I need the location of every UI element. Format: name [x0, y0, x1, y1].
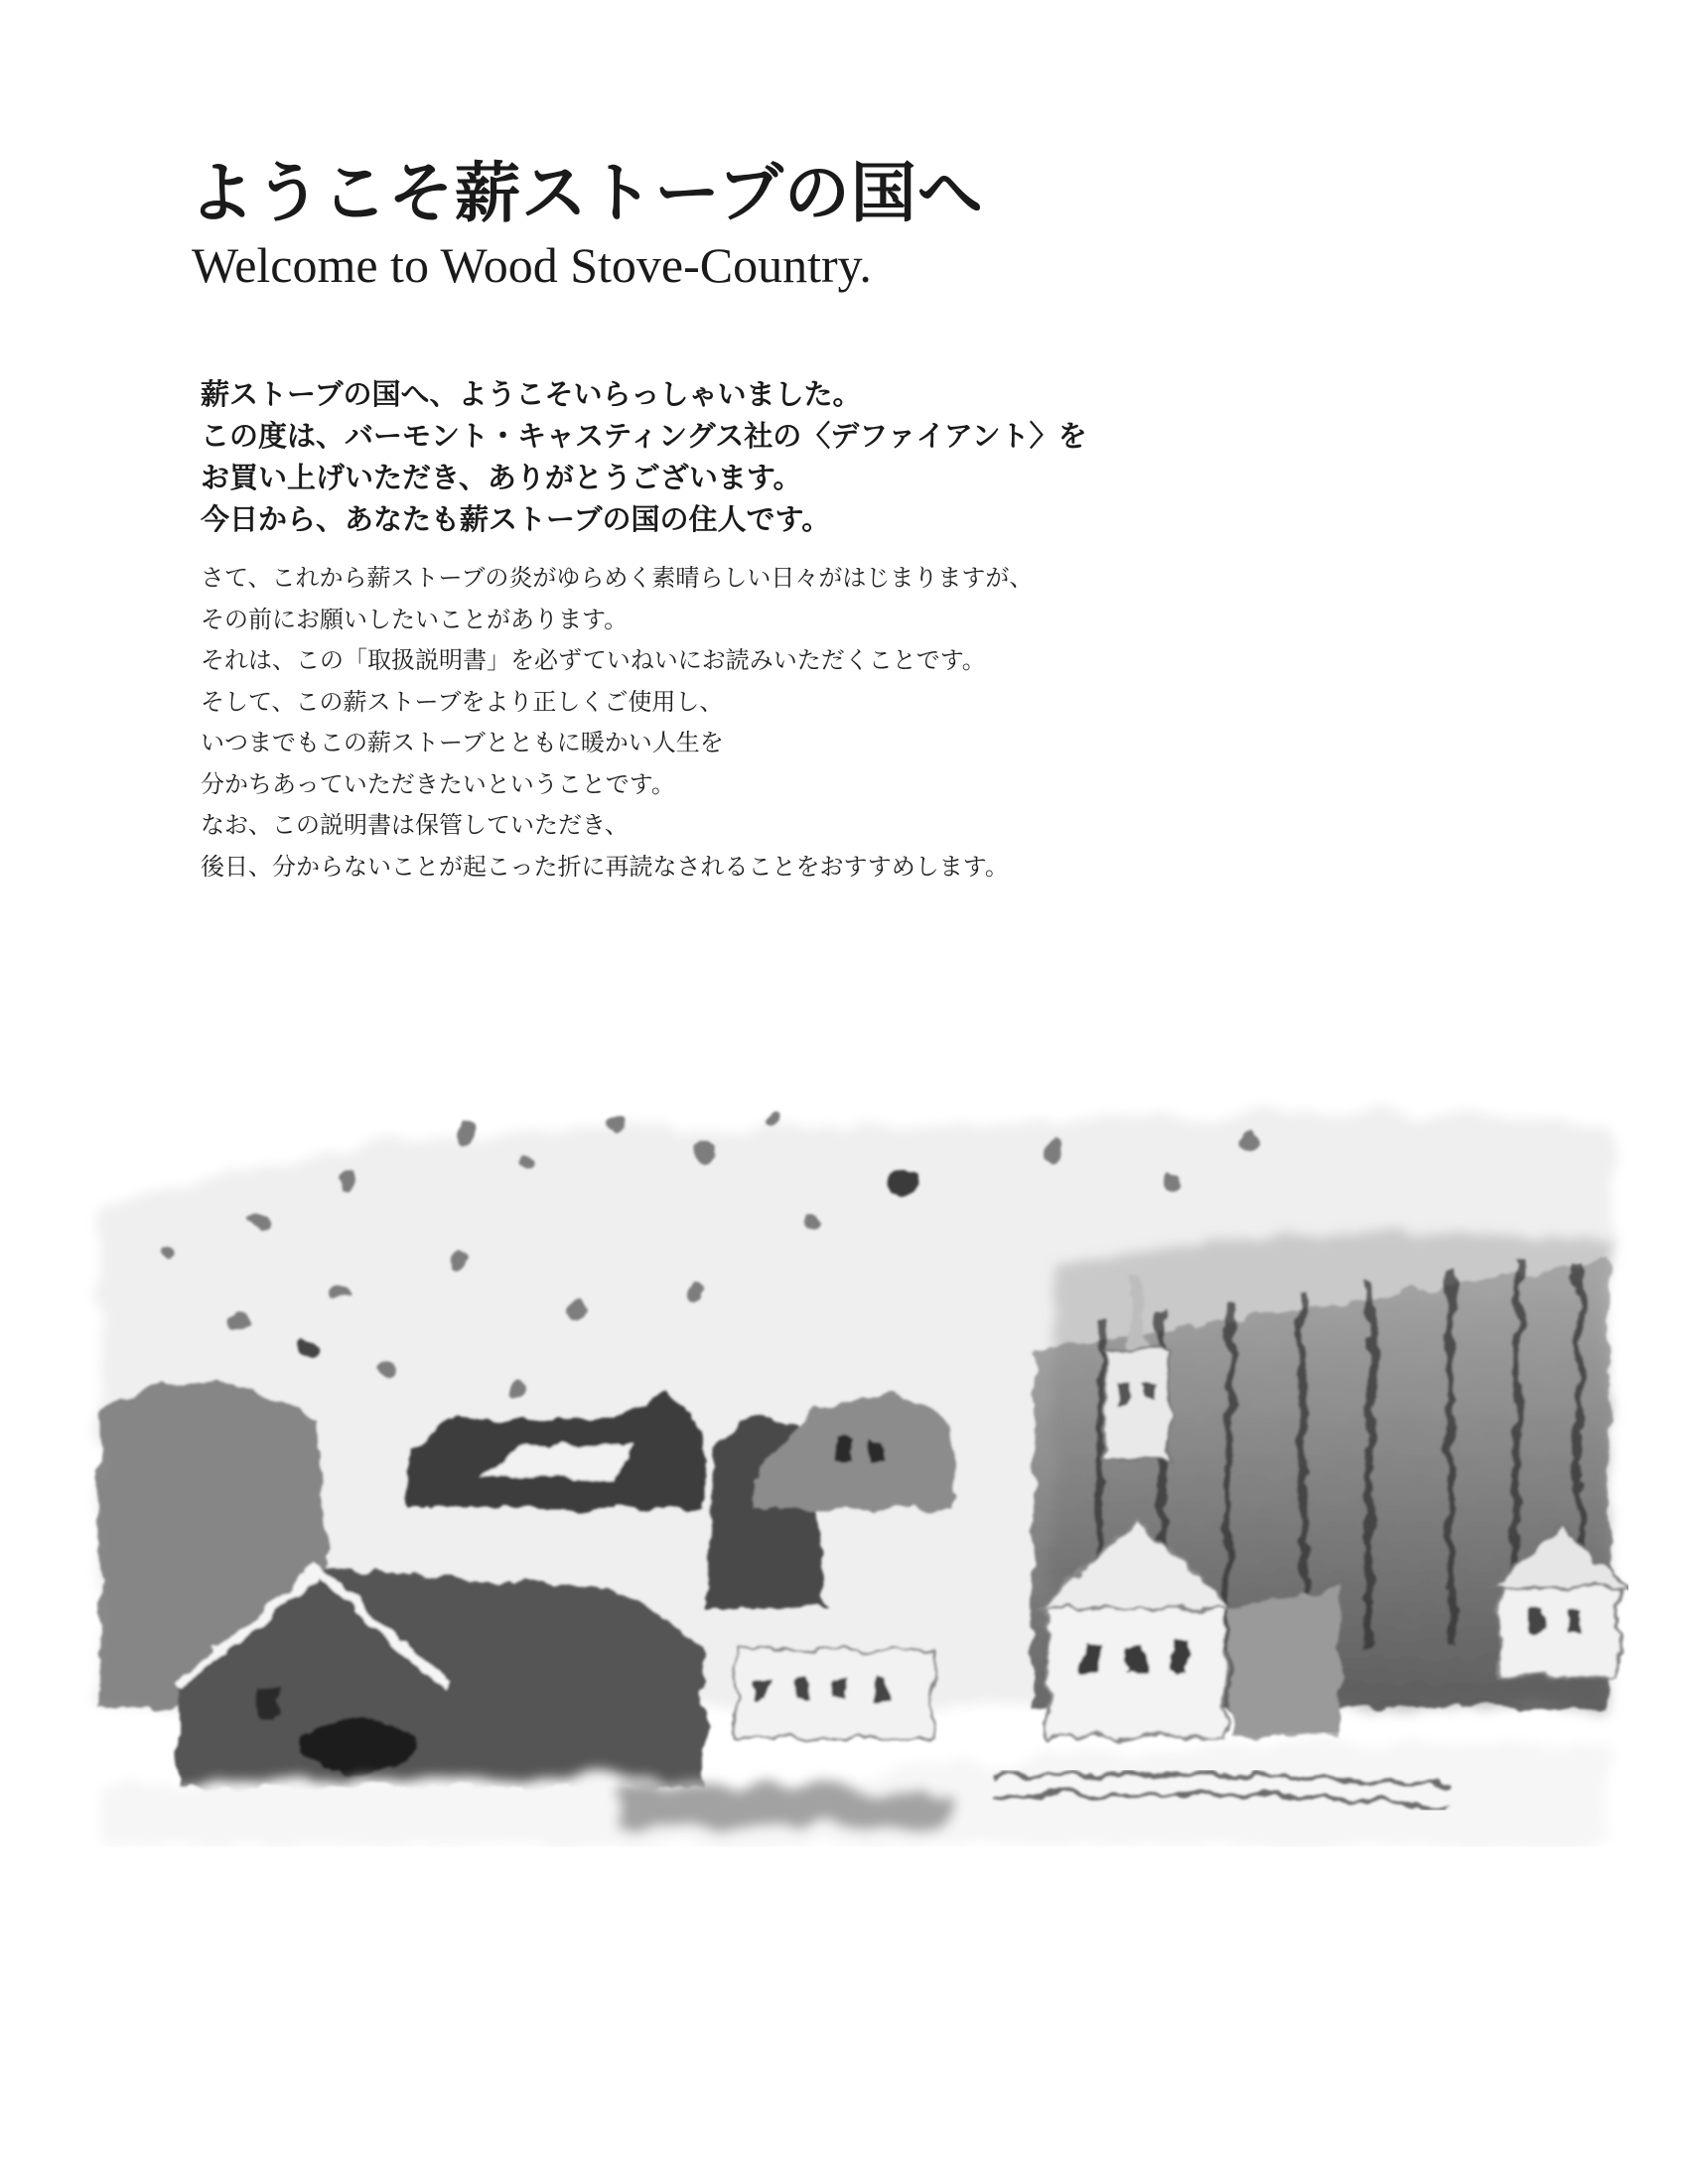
- lead-line: この度は、バーモント・キャスティングス社の〈デファイアント〉を: [201, 419, 1087, 453]
- intro-lead: [201, 373, 1087, 540]
- winter-village-illustration: [60, 1092, 1628, 1846]
- body-line: なお、この説明書は保管していただき、: [201, 811, 630, 839]
- lead-line: 薪ストーブの国へ、ようこそいらっしゃいました。: [201, 377, 862, 411]
- page-title-english: Welcome to Wood Stove-Country.: [192, 237, 872, 293]
- lead-line: 今日から、あなたも薪ストーブの国の住人です。: [201, 502, 831, 536]
- body-line: その前にお願いしたいことがあります。: [201, 605, 629, 633]
- page-title-japanese: ようこそ薪ストーブの国へ: [189, 154, 984, 231]
- lead-line: お買い上げいただき、ありがとうございます。: [201, 461, 802, 494]
- body-line: 分かちあっていただきたいということです。: [201, 769, 675, 798]
- body-line: さて、これから薪ストーブの炎がゆらめく素晴らしい日々がはじまりますが、: [201, 564, 1034, 592]
- body-line: そして、この薪ストーブをより正しくご使用し、: [201, 687, 724, 716]
- body-line: それは、この「取扱説明書」を必ずていねいにお読みいただくことです。: [201, 646, 986, 674]
- middle-building: [735, 1648, 933, 1737]
- body-line: 後日、分からないことが起こった折に再読なされることをおすすめします。: [201, 852, 1009, 881]
- body-line: いつまでもこの薪ストーブとともに暖かい人生を: [201, 729, 724, 756]
- intro-body: [201, 558, 1033, 887]
